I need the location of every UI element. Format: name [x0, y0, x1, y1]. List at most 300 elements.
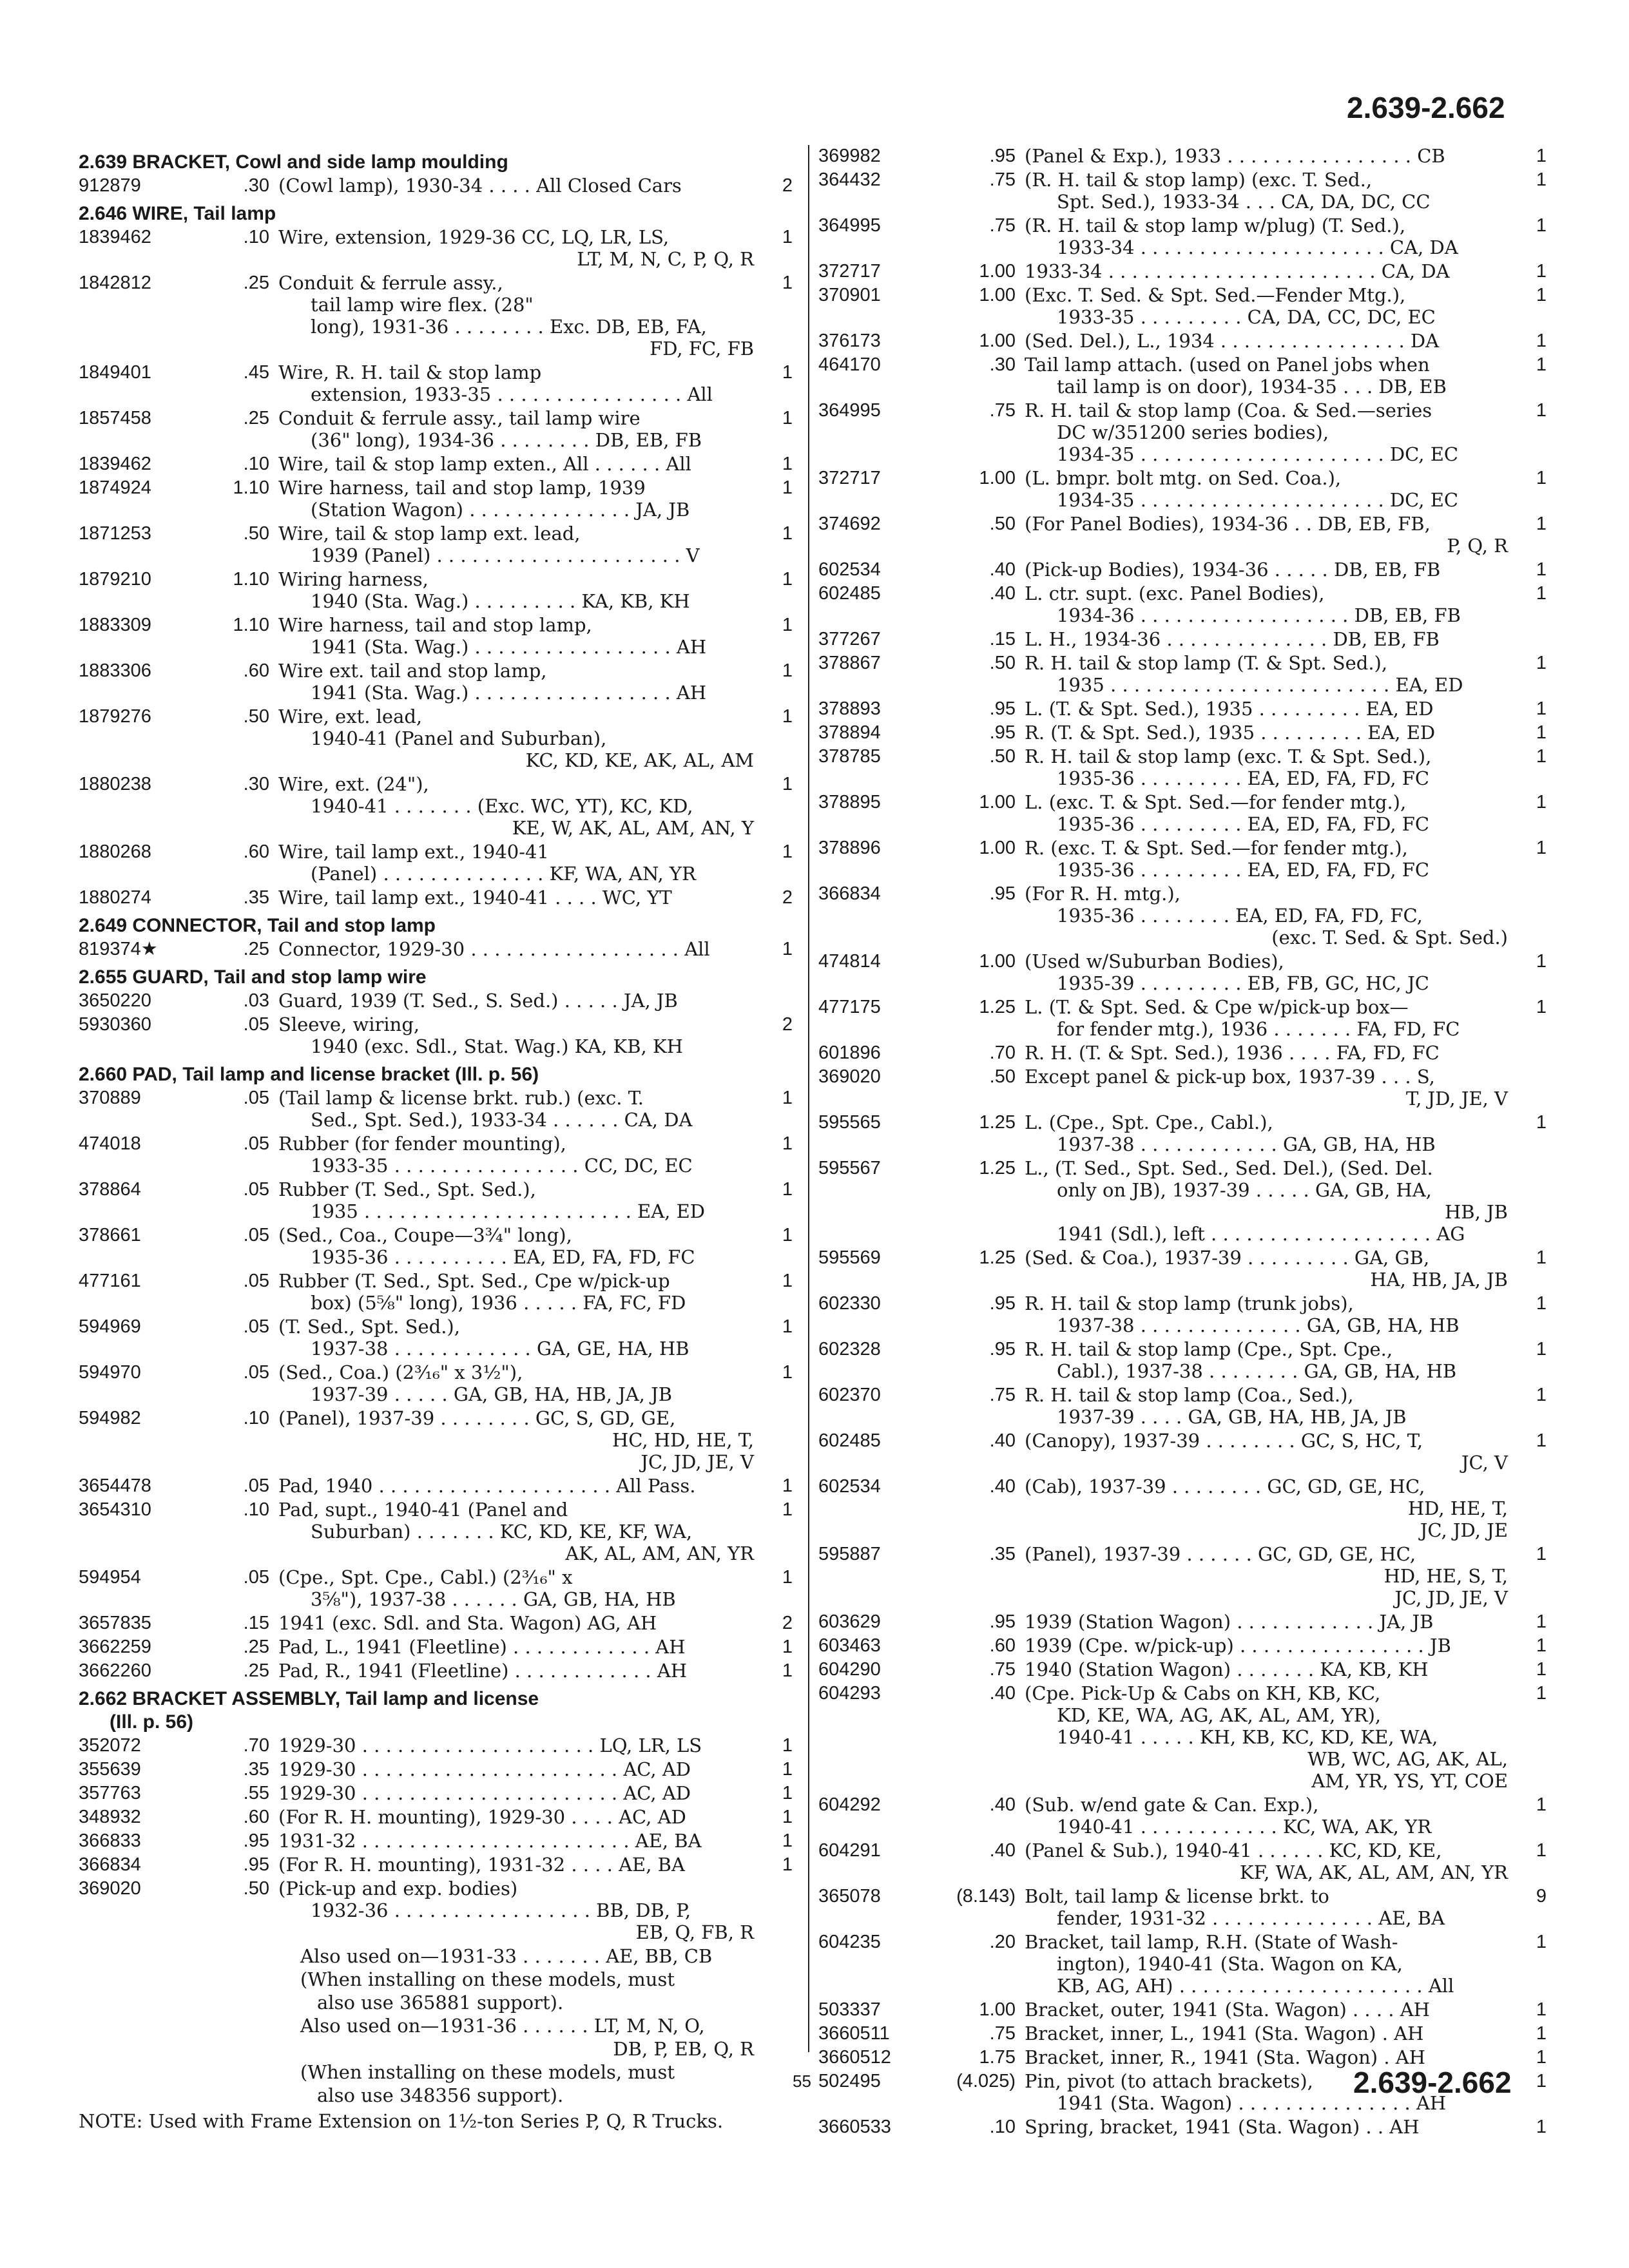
part-number: 602328 [818, 1339, 881, 1360]
description-line: (Panel & Sub.), 1940-41 . . . . . . KC, KD, KE, [1025, 1840, 1442, 1861]
part-number: 1883306 [79, 660, 151, 681]
part-number: 604293 [818, 1683, 881, 1704]
part-quantity: 1 [782, 660, 793, 681]
part-description [1025, 1543, 1508, 1609]
part-row [818, 354, 1547, 398]
part-quantity: 1 [1536, 2071, 1547, 2091]
part-row [818, 330, 1547, 352]
part-description [1025, 791, 1508, 835]
part-description [278, 1636, 754, 1658]
description-line: 1933-35 . . . . . . . . . . . . . . . . CC, DC, EC [311, 1155, 693, 1177]
description-line: 1935-36 . . . . . . . . EA, ED, FA, FD, FC, [1057, 905, 1423, 927]
description-line: R. H. tail & stop lamp (Coa. & Sed.—series [1025, 399, 1432, 421]
part-price: .10 [243, 227, 269, 247]
part-number: 378867 [818, 653, 881, 673]
part-description [278, 361, 754, 405]
part-number: 366834 [79, 1854, 141, 1875]
part-description [278, 1806, 754, 1828]
part-description [1025, 2023, 1508, 2044]
part-quantity: 1 [1536, 559, 1547, 580]
description-line: 1933-34 . . . . . . . . . . . . . . . . . . . . . CA, DA [1057, 236, 1458, 258]
part-price: .95 [243, 1831, 269, 1851]
description-line: (Used w/Suburban Bodies), [1025, 950, 1284, 972]
part-row [818, 1543, 1547, 1609]
description-line: R. (exc. T. & Spt. Sed.—for fender mtg.), [1025, 837, 1408, 859]
part-row [79, 1566, 793, 1610]
part-row [79, 1830, 793, 1852]
description-line: Wiring harness, [278, 568, 429, 590]
part-number: 366834 [818, 883, 881, 904]
column-divider [808, 145, 809, 2052]
part-description [278, 477, 754, 521]
part-price: .35 [243, 1759, 269, 1780]
part-description [278, 1270, 754, 1314]
description-line: Wire, ext. lead, [278, 706, 423, 727]
part-price: .95 [989, 1611, 1016, 1632]
description-line: T, JD, JE, V [1406, 1088, 1508, 1110]
part-number: 355639 [79, 1759, 141, 1780]
part-price: .75 [989, 2023, 1016, 2044]
part-row [818, 582, 1547, 626]
description-line: (For R. H. mounting), 1931-32 . . . . AE, BA [278, 1854, 685, 1876]
part-quantity: 1 [1536, 1635, 1547, 1656]
part-description [278, 706, 754, 771]
description-line: 1931-32 . . . . . . . . . . . . . . . . . . . . . . . AE, BA [278, 1830, 702, 1852]
part-quantity: 1 [1536, 2047, 1547, 2068]
description-line: Cabl.), 1937-38 . . . . . . . . GA, GB, HA, HB [1057, 1360, 1457, 1382]
part-row [79, 1475, 793, 1497]
description-line: Pad, R., 1941 (Fleetline) . . . . . . . . . . . . AH [278, 1660, 688, 1682]
part-quantity [1508, 1042, 1547, 1064]
part-quantity: 1 [1536, 1112, 1547, 1133]
part-number: 604291 [818, 1840, 881, 1861]
part-quantity: 1 [1536, 1794, 1547, 1815]
part-row [818, 996, 1547, 1040]
part-row [818, 1475, 1547, 1541]
part-description [1025, 1931, 1508, 1997]
part-number: 3657835 [79, 1613, 151, 1633]
part-price: (4.025) [956, 2071, 1016, 2091]
description-line: only on JB), 1937-39 . . . . . GA, GB, HA, [1057, 1179, 1432, 1201]
description-line: extension, 1933-35 . . . . . . . . . . . . . . . . All [311, 383, 713, 405]
part-description [278, 1735, 754, 1756]
part-number: 3660511 [818, 2023, 890, 2044]
usage-note: Also used on—1931-36 . . . . . . LT, M, N, O, [300, 2015, 705, 2037]
part-row [818, 837, 1547, 881]
description-line: 1941 (Sdl.), left . . . . . . . . . . . . . . . . . . . AG [1057, 1223, 1465, 1245]
description-line: Conduit & ferrule assy., tail lamp wire [278, 407, 641, 429]
part-quantity: 2 [782, 887, 793, 908]
part-row [79, 1758, 793, 1780]
description-line: Pad, supt., 1940-41 (Panel and [278, 1499, 568, 1521]
description-line: 3⅝"), 1937-38 . . . . . . GA, GB, HA, HB [311, 1588, 676, 1610]
part-number: 594954 [79, 1567, 141, 1588]
description-line: 1934-36 . . . . . . . . . . . . . . . . . . DB, EB, FB [1057, 604, 1461, 626]
description-line: (T. Sed., Spt. Sed.), [278, 1316, 460, 1338]
description-line: Conduit & ferrule assy., [278, 272, 503, 294]
part-row [818, 513, 1547, 557]
part-description [278, 887, 754, 908]
description-line: DC w/351200 series bodies), [1057, 421, 1329, 443]
description-line: KF, WA, AK, AL, AM, AN, YR [1239, 1861, 1508, 1883]
part-row [818, 1794, 1547, 1838]
part-row [818, 215, 1547, 258]
part-price: .30 [989, 354, 1016, 375]
description-line: long), 1931-36 . . . . . . . . Exc. DB, EB, FA, [311, 316, 707, 338]
description-line: Bracket, outer, 1941 (Sta. Wagon) . . . . AH [1025, 1999, 1430, 2021]
part-price: .25 [243, 1660, 269, 1681]
part-price: .95 [989, 722, 1016, 743]
description-line: (Canopy), 1937-39 . . . . . . . . GC, S, HC, T, [1025, 1430, 1423, 1452]
part-quantity: 1 [782, 939, 793, 959]
part-description [278, 1316, 754, 1360]
part-row [818, 1658, 1547, 1680]
description-line: 1940 (Sta. Wag.) . . . . . . . . . KA, KB, KH [311, 590, 690, 612]
part-price: .50 [243, 706, 269, 727]
description-line: Wire, tail & stop lamp exten., All . . . . . . All [278, 453, 691, 475]
part-row [818, 1611, 1547, 1633]
description-line: (Sed., Coa.) (2³⁄₁₆" x 3½"), [278, 1361, 523, 1383]
part-quantity: 1 [1536, 1999, 1547, 2020]
part-row [79, 1878, 793, 1943]
part-quantity: 1 [1536, 722, 1547, 743]
part-number: 378785 [818, 746, 881, 767]
description-line: (36" long), 1934-36 . . . . . . . . DB, EB, FB [311, 429, 702, 451]
part-quantity: 1 [782, 1807, 793, 1827]
part-quantity: 1 [1536, 838, 1547, 858]
part-price: 1.00 [979, 1999, 1016, 2020]
part-number: 5930360 [79, 1014, 151, 1035]
description-line: (Exc. T. Sed. & Spt. Sed.—Fender Mtg.), [1025, 284, 1406, 306]
part-number: 604292 [818, 1794, 881, 1815]
part-price: .50 [989, 1066, 1016, 1087]
part-quantity: 1 [1536, 1293, 1547, 1314]
description-line: AM, YR, YS, YT, COE [1311, 1770, 1508, 1792]
usage-note: DB, P, EB, Q, R [613, 2038, 754, 2060]
part-number: 602485 [818, 583, 881, 604]
part-row [818, 1931, 1547, 1997]
part-quantity: 1 [782, 1660, 793, 1681]
description-line: (Panel), 1937-39 . . . . . . . . GC, S, GD, GE, [278, 1407, 676, 1429]
part-quantity: 1 [1536, 146, 1547, 166]
description-line: Wire, tail lamp ext., 1940-41 . . . . WC, YT [278, 887, 672, 908]
part-description [278, 1087, 754, 1131]
part-row [79, 1782, 793, 1804]
description-line: Wire, ext. (24"), [278, 773, 429, 795]
part-quantity: 1 [782, 523, 793, 544]
part-quantity: 1 [782, 615, 793, 635]
part-number: 474018 [79, 1133, 141, 1154]
part-number: 1857458 [79, 408, 151, 428]
part-number: 594970 [79, 1362, 141, 1383]
part-price: 1.75 [979, 2047, 1016, 2068]
part-description [1025, 1475, 1508, 1541]
part-row [818, 2116, 1547, 2138]
part-price: .60 [243, 1807, 269, 1827]
part-description [278, 1758, 754, 1780]
description-line: KE, W, AK, AL, AM, AN, Y [512, 817, 754, 839]
part-price: .40 [989, 1840, 1016, 1861]
description-line: (Sub. w/end gate & Can. Exp.), [1025, 1794, 1319, 1816]
part-description [1025, 1635, 1508, 1657]
description-line: 1940-41 . . . . . . . (Exc. WC, YT), KC, KD, [311, 795, 693, 817]
part-quantity: 1 [782, 1759, 793, 1780]
description-line: Rubber (T. Sed., Spt. Sed.), [278, 1178, 536, 1200]
description-line: (Sed. & Coa.), 1937-39 . . . . . . . . . GA, GB, [1025, 1247, 1430, 1269]
part-row [79, 1806, 793, 1828]
part-price: 1.25 [979, 1158, 1016, 1178]
part-number: 370901 [818, 285, 881, 305]
part-row [79, 453, 793, 475]
description-line: R. H. tail & stop lamp (Cpe., Spt. Cpe., [1025, 1338, 1393, 1360]
part-quantity [754, 1878, 793, 1943]
part-description [278, 1407, 754, 1473]
description-line: KC, KD, KE, AK, AL, AM [525, 749, 754, 771]
description-line: (For R. H. mounting), 1929-30 . . . . AC, AD [278, 1806, 686, 1828]
part-quantity: 2 [782, 175, 793, 196]
part-quantity: 1 [782, 227, 793, 247]
part-price: 1.10 [233, 569, 269, 590]
part-number: 352072 [79, 1735, 141, 1756]
part-quantity: 1 [1536, 1247, 1547, 1268]
part-price: .05 [243, 1475, 269, 1496]
page-range-header: 2.639-2.662 [1347, 91, 1505, 124]
footnote: NOTE: Used with Frame Extension on 1½-ton Series P, Q, R Trucks. [79, 2110, 724, 2132]
description-line: 1937-39 . . . . . GA, GB, HA, HB, JA, JB [311, 1383, 673, 1405]
description-line: HA, HB, JA, JB [1370, 1269, 1508, 1291]
description-line: Sed., Spt. Sed.), 1933-34 . . . . . . CA, DA [311, 1109, 693, 1131]
part-quantity: 1 [782, 1831, 793, 1851]
part-description [278, 453, 754, 475]
part-description [1025, 1066, 1508, 1110]
part-quantity: 1 [1536, 169, 1547, 190]
part-description [278, 1178, 754, 1222]
description-line: L. (T. & Spt. Sed. & Cpe w/pick-up box— [1025, 996, 1409, 1018]
part-row [818, 950, 1547, 994]
part-price: .75 [989, 215, 1016, 236]
part-row [818, 1682, 1547, 1792]
part-price: .75 [989, 400, 1016, 421]
part-row [79, 614, 793, 658]
description-line: fender, 1931-32 . . . . . . . . . . . . . . AE, BA [1057, 1907, 1445, 1929]
part-price: .40 [989, 583, 1016, 604]
part-quantity: 1 [782, 706, 793, 727]
part-number: 474814 [818, 951, 881, 972]
section-heading: 2.655 GUARD, Tail and stop lamp wire [79, 966, 427, 988]
part-number: 376173 [818, 331, 881, 351]
part-description [278, 1566, 754, 1610]
description-line: box) (5⅝" long), 1936 . . . . . FA, FC, FD [311, 1292, 686, 1314]
part-description [278, 1475, 754, 1497]
description-line: R. H. (T. & Spt. Sed.), 1936 . . . . FA, FD, FC [1025, 1042, 1440, 1064]
left-column [79, 145, 793, 2132]
description-line: 1935-39 . . . . . . . . . EB, FB, GC, HC, JC [1057, 972, 1429, 994]
part-price: .35 [243, 887, 269, 908]
part-row [79, 841, 793, 885]
description-line: (Pick-up and exp. bodies) [278, 1878, 518, 1899]
part-description [1025, 1111, 1508, 1155]
part-row [818, 698, 1547, 720]
part-quantity: 1 [782, 1499, 793, 1520]
description-line: 1940-41 . . . . . KH, KB, KC, KD, KE, WA, [1057, 1726, 1438, 1748]
description-line: FD, FC, FB [650, 338, 754, 360]
part-description [1025, 1794, 1508, 1838]
part-number: 477161 [79, 1271, 141, 1291]
part-description [1025, 1885, 1508, 1929]
part-description [1025, 1338, 1508, 1382]
part-price: 1.00 [979, 838, 1016, 858]
part-quantity: 1 [1536, 1683, 1547, 1704]
part-description [278, 1014, 754, 1057]
usage-note: Also used on—1931-33 . . . . . . . AE, BB, CB [300, 1945, 713, 1967]
part-price: .15 [243, 1613, 269, 1633]
part-number: 3654478 [79, 1475, 151, 1496]
part-row [79, 773, 793, 839]
description-line: Bolt, tail lamp & license brkt. to [1025, 1885, 1329, 1907]
part-number: 369020 [818, 1066, 881, 1087]
part-quantity: 1 [1536, 792, 1547, 812]
description-line: L. (T. & Spt. Sed.), 1935 . . . . . . . . . EA, ED [1025, 698, 1434, 720]
part-price: .45 [243, 362, 269, 383]
part-quantity: 1 [1536, 951, 1547, 972]
part-number: 378893 [818, 698, 881, 719]
part-quantity: 1 [1536, 997, 1547, 1017]
description-line: Wire, R. H. tail & stop lamp [278, 361, 542, 383]
part-description [278, 1224, 754, 1268]
description-line: Connector, 1929-30 . . . . . . . . . . . . . . . . . . All [278, 938, 710, 960]
part-price: 1.25 [979, 1247, 1016, 1268]
part-row [818, 791, 1547, 835]
description-line: 1937-38 . . . . . . . . . . . . GA, GB, HA, HB [1057, 1133, 1436, 1155]
part-description [278, 1854, 754, 1876]
description-line: (Sed., Coa., Coupe—3¾" long), [278, 1224, 572, 1246]
part-number: 369982 [818, 146, 881, 166]
part-price: .95 [989, 1339, 1016, 1360]
description-line: HD, HE, T, [1407, 1497, 1508, 1519]
description-line: 1935 . . . . . . . . . . . . . . . . . . . . . . . EA, ED [311, 1200, 706, 1222]
description-line: 1929-30 . . . . . . . . . . . . . . . . . . . . . . AC, AD [278, 1758, 691, 1780]
description-line: 1940-41 . . . . . . . . . . . . KC, WA, AK, YR [1057, 1816, 1432, 1838]
part-price: .50 [989, 746, 1016, 767]
part-description [1025, 652, 1508, 696]
part-price: 1.10 [233, 615, 269, 635]
page-number: 55 [793, 2071, 811, 2091]
part-number: 602534 [818, 1476, 881, 1497]
part-row [818, 467, 1547, 511]
part-row [818, 1635, 1547, 1657]
description-line: (Cab), 1937-39 . . . . . . . . GC, GD, GE, HC, [1025, 1475, 1425, 1497]
part-row [818, 745, 1547, 789]
part-row [79, 706, 793, 771]
part-row [79, 407, 793, 451]
part-number: 378896 [818, 838, 881, 858]
part-price: .60 [243, 660, 269, 681]
description-line: AK, AL, AM, AN, YR [565, 1542, 754, 1564]
part-row [79, 1014, 793, 1057]
description-line: (Panel), 1937-39 . . . . . . GC, GD, GE, HC, [1025, 1543, 1416, 1565]
description-line: (Cowl lamp), 1930-34 . . . . All Closed Cars [278, 175, 682, 197]
part-quantity: 1 [1536, 468, 1547, 488]
description-line: R. H. tail & stop lamp (exc. T. & Spt. Sed.), [1025, 745, 1432, 767]
description-line: 1934-35 . . . . . . . . . . . . . . . . . . . . . DC, EC [1057, 443, 1459, 465]
part-description [1025, 1247, 1508, 1291]
part-price: .30 [243, 774, 269, 794]
description-line: 1935 . . . . . . . . . . . . . . . . . . . . . . . . EA, ED [1057, 674, 1463, 696]
part-price: .55 [243, 1783, 269, 1803]
part-row [79, 175, 793, 197]
part-quantity: 1 [782, 408, 793, 428]
part-quantity: 1 [782, 1637, 793, 1657]
part-quantity: 1 [1536, 261, 1547, 282]
part-number: 3660533 [818, 2117, 891, 2137]
part-price: .03 [243, 990, 269, 1011]
description-line: 1937-39 . . . . GA, GB, HA, HB, JA, JB [1057, 1406, 1407, 1428]
description-line: Wire, tail & stop lamp ext. lead, [278, 523, 581, 544]
part-description [1025, 559, 1508, 581]
description-line: L. H., 1934-36 . . . . . . . . . . . . . . DB, EB, FB [1025, 628, 1440, 650]
part-price: .50 [243, 523, 269, 544]
part-price: .60 [243, 841, 269, 862]
part-description [1025, 260, 1508, 282]
part-price: .75 [989, 1385, 1016, 1405]
description-line: 1939 (Cpe. w/pick-up) . . . . . . . . . . . . . . . . JB [1025, 1635, 1451, 1657]
part-row [818, 628, 1547, 650]
part-row [79, 887, 793, 908]
part-price: .40 [989, 1683, 1016, 1704]
part-row [818, 883, 1547, 948]
description-line: (Cpe. Pick-Up & Cabs on KH, KB, KC, [1025, 1682, 1381, 1704]
description-line: Rubber (for fender mounting), [278, 1133, 566, 1155]
part-description [1025, 745, 1508, 789]
part-price: .75 [989, 1659, 1016, 1680]
part-quantity: 1 [782, 1088, 793, 1108]
part-row [818, 145, 1547, 167]
part-quantity: 1 [1536, 653, 1547, 673]
part-quantity: 1 [1536, 1840, 1547, 1861]
description-line: 1941 (Sta. Wagon) . . . . . . . . . . . . . . . AH [1057, 2092, 1447, 2114]
part-description [1025, 996, 1508, 1040]
part-description [278, 614, 754, 658]
description-line: R. H. tail & stop lamp (T. & Spt. Sed.), [1025, 652, 1388, 674]
description-line: 1929-30 . . . . . . . . . . . . . . . . . . . . LQ, LR, LS [278, 1735, 702, 1756]
part-number: 1839462 [79, 227, 151, 247]
part-description [1025, 2116, 1508, 2138]
part-quantity: 1 [782, 1133, 793, 1154]
part-number: 372717 [818, 261, 881, 282]
part-row [818, 559, 1547, 581]
part-quantity: 1 [1536, 1544, 1547, 1564]
part-number: 602330 [818, 1293, 881, 1314]
part-price: .05 [243, 1567, 269, 1588]
part-row [79, 226, 793, 270]
part-price: .95 [989, 1293, 1016, 1314]
part-quantity [1508, 628, 1547, 650]
part-price: .05 [243, 1179, 269, 1200]
part-row [818, 1066, 1547, 1110]
part-price: .70 [989, 1043, 1016, 1063]
part-quantity: 1 [1536, 215, 1547, 236]
description-line: KB, AG, AH) . . . . . . . . . . . . . . . . . . . . . All [1057, 1975, 1454, 1997]
part-quantity: 1 [1536, 285, 1547, 305]
description-line: Tail lamp attach. (used on Panel jobs when [1025, 354, 1430, 376]
part-number: 502495 [818, 2071, 881, 2091]
part-quantity: 1 [782, 1567, 793, 1588]
description-line: L. (exc. T. & Spt. Sed.—for fender mtg.), [1025, 791, 1407, 813]
part-quantity [1508, 1157, 1547, 1245]
part-quantity: 1 [1536, 1385, 1547, 1405]
part-description [278, 226, 754, 270]
part-price: .20 [989, 1932, 1016, 1952]
